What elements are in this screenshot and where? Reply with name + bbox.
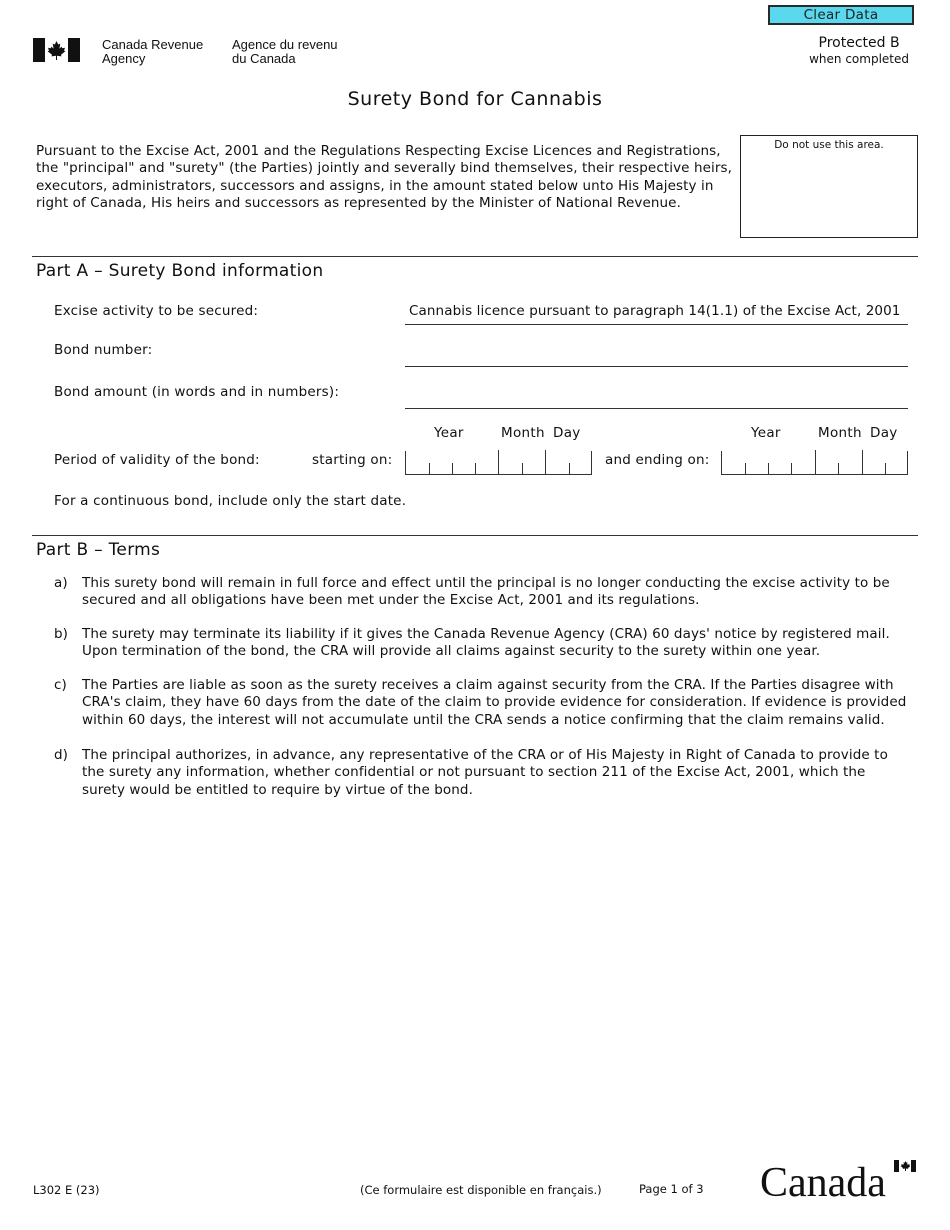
term-text: The surety may terminate its liability if it gives the Canada Revenue Agency (CRA) 60 days' notice by registered mail. Upon termination of the bond, the CRA will provide all claims against security to the surety within one year.	[82, 626, 890, 660]
do-not-use-label: Do not use this area.	[774, 139, 884, 151]
agency-fr-line2: du Canada	[232, 51, 296, 66]
bond-number-label: Bond number:	[54, 342, 153, 358]
french-availability-note: (Ce formulaire est disponible en français.)	[360, 1183, 602, 1197]
protected-b-label	[809, 35, 909, 66]
start-year-header: Year	[434, 425, 464, 441]
clear-data-button[interactable]: Clear Data	[768, 5, 914, 25]
protected-line2: when completed	[809, 52, 909, 66]
page-number: Page 1 of 3	[639, 1182, 704, 1196]
period-of-validity-label: Period of validity of the bond:	[54, 452, 260, 468]
canada-wordmark	[760, 1158, 916, 1204]
agency-name-english	[102, 38, 203, 66]
term-text: The principal authorizes, in advance, any representative of the CRA or of His Majesty in Right of Canada to provide to the surety any information, whether confidential or not pursuant to section 211 of the Excise Act, 2001, which the surety would be entitled to require by virtue of the bond.	[82, 747, 888, 798]
part-b-heading: Part B – Terms	[36, 540, 161, 560]
start-month-header: Month	[501, 425, 545, 441]
do-not-use-area	[740, 135, 918, 238]
excise-activity-label: Excise activity to be secured:	[54, 303, 259, 319]
starting-on-label: starting on:	[312, 452, 393, 468]
excise-activity-underline	[405, 324, 908, 325]
part-b-divider	[32, 535, 918, 536]
end-month-header: Month	[818, 425, 862, 441]
canada-wordmark-text: Canada	[760, 1160, 886, 1200]
term-key: a)	[54, 575, 68, 591]
term-key: d)	[54, 747, 69, 763]
term-text: The Parties are liable as soon as the surety receives a claim against security from the CRA. If the Parties disagree with CRA's claim, they have 60 days from the date of the claim to provide evidence for consideration. If evidence is provided within 60 days, the interest will not accumulate until the CRA sends a notice confirming that the claim remains valid.	[82, 677, 907, 728]
start-date-field[interactable]	[405, 451, 592, 475]
bond-number-underline	[405, 366, 908, 367]
agency-en-line2: Agency	[102, 51, 146, 66]
bond-amount-label: Bond amount (in words and in numbers):	[54, 384, 340, 400]
form-code: L302 E (23)	[33, 1183, 100, 1197]
canada-flag-icon	[33, 38, 80, 66]
page-title: Surety Bond for Cannabis	[347, 88, 603, 110]
term-key: b)	[54, 626, 69, 642]
end-date-field[interactable]	[721, 451, 908, 475]
term-text: This surety bond will remain in full force and effect until the principal is no longer conducting the excise activity to be secured and all obligations have been met under the Excise Act, 2001 and its regulations.	[82, 575, 890, 609]
ending-on-label: and ending on:	[605, 452, 710, 468]
end-day-header: Day	[870, 425, 898, 441]
wordmark-flag-icon	[894, 1160, 916, 1172]
part-a-divider	[32, 256, 918, 257]
start-day-header: Day	[553, 425, 581, 441]
bond-number-input[interactable]	[405, 345, 908, 365]
term-key: c)	[54, 677, 67, 693]
intro-paragraph: Pursuant to the Excise Act, 2001 and the Regulations Respecting Excise Licences and Registrations, the "principal" and "surety" (the Parties) jointly and severally bind themselves, their respective heirs, executors, administrators, successors and assigns, in the amount stated below unto His Majesty in right of Canada, His heirs and successors as represented by the Minister of National Revenue.	[36, 143, 733, 211]
agency-name-french	[232, 38, 338, 66]
continuous-bond-note: For a continuous bond, include only the start date.	[54, 493, 407, 509]
end-year-header: Year	[751, 425, 781, 441]
excise-activity-value: Cannabis licence pursuant to paragraph 14(1.1) of the Excise Act, 2001	[409, 303, 901, 319]
bond-amount-underline	[405, 408, 908, 409]
protected-line1: Protected B	[818, 35, 900, 51]
bond-amount-input[interactable]	[405, 387, 908, 407]
agency-en-line1: Canada Revenue	[102, 37, 204, 52]
agency-fr-line1: Agence du revenu	[232, 37, 338, 52]
part-a-heading: Part A – Surety Bond information	[36, 261, 324, 281]
